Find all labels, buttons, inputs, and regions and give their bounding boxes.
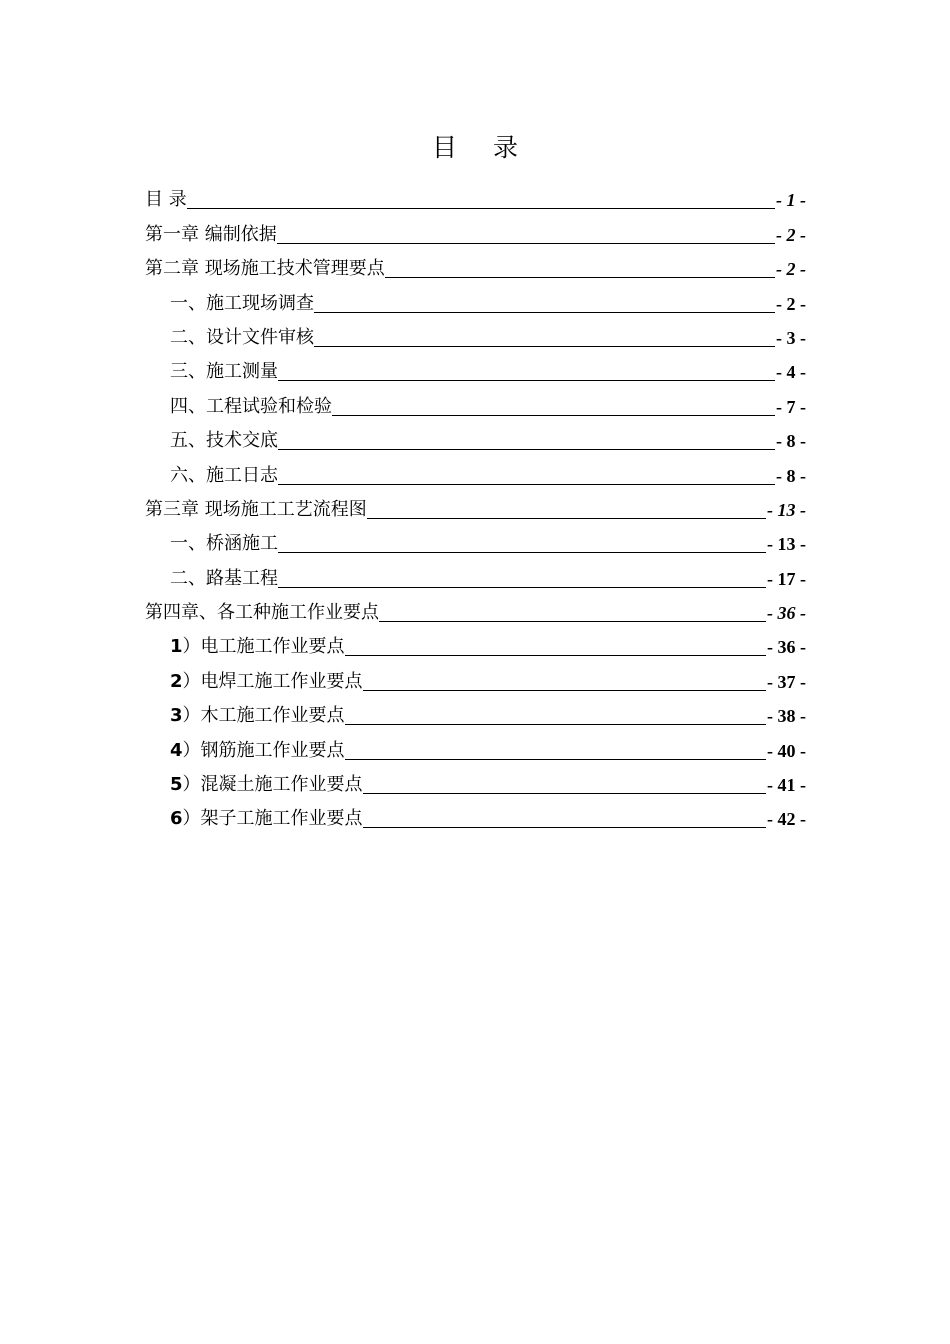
- toc-page-number: - 40 -: [767, 740, 806, 761]
- toc-entry[interactable]: [145, 661, 806, 695]
- toc-list: [145, 180, 806, 833]
- toc-entry-text: 目 录: [145, 189, 187, 211]
- toc-entry[interactable]: [145, 696, 806, 730]
- toc-leader-line: [379, 620, 766, 622]
- toc-page-number: - 13 -: [767, 499, 806, 520]
- toc-page-number: - 36 -: [767, 603, 806, 624]
- toc-entry-text: 一、桥涵施工: [170, 533, 278, 555]
- toc-entry-label: [170, 293, 314, 315]
- toc-entry[interactable]: [145, 249, 806, 283]
- toc-entry-label: [145, 258, 385, 280]
- toc-entry-label: [145, 189, 187, 211]
- toc-leader-line: [363, 792, 766, 794]
- toc-leader-line: [278, 551, 766, 553]
- toc-entry-text: 第三章 现场施工工艺流程图: [145, 498, 367, 520]
- toc-leader-line: [385, 276, 775, 278]
- toc-entry-label: [145, 602, 379, 624]
- toc-entry-number: 5: [170, 774, 183, 796]
- toc-leader-line: [345, 723, 766, 725]
- toc-entry[interactable]: [145, 283, 806, 317]
- toc-leader-line: [363, 826, 766, 828]
- toc-page-number: - 36 -: [767, 637, 806, 658]
- toc-leader-line: [314, 345, 775, 347]
- toc-page-number: - 2 -: [776, 259, 806, 280]
- toc-entry[interactable]: [145, 765, 806, 799]
- toc-entry[interactable]: [145, 386, 806, 420]
- toc-entry-label: [170, 808, 363, 830]
- toc-entry-text: 六、施工日志: [170, 464, 278, 486]
- toc-page-number: - 41 -: [767, 775, 806, 796]
- toc-entry-label: [170, 361, 278, 383]
- toc-page-number: - 38 -: [767, 706, 806, 727]
- toc-entry[interactable]: [145, 455, 806, 489]
- toc-entry-label: [170, 740, 345, 762]
- toc-leader-line: [345, 654, 766, 656]
- toc-leader-line: [278, 586, 766, 588]
- toc-entry-text: 五、技术交底: [170, 430, 278, 452]
- toc-leader-line: [278, 448, 775, 450]
- toc-entry-label: [145, 499, 367, 521]
- toc-leader-line: [332, 414, 775, 416]
- toc-entry[interactable]: [145, 180, 806, 214]
- toc-entry[interactable]: [145, 214, 806, 248]
- toc-entry-text: 第一章 编制依据: [145, 223, 277, 245]
- toc-entry-text: 第二章 现场施工技术管理要点: [145, 258, 385, 280]
- toc-page-number: - 3 -: [776, 327, 806, 348]
- toc-page-number: - 1 -: [776, 190, 806, 211]
- toc-page-number: - 7 -: [776, 396, 806, 417]
- toc-entry-label: [170, 465, 278, 487]
- toc-entry-text: 第四章、各工种施工作业要点: [145, 602, 379, 624]
- toc-leader-line: [314, 311, 775, 313]
- toc-entry-label: [170, 533, 278, 555]
- toc-entry-text: 三、施工测量: [170, 361, 278, 383]
- toc-entry[interactable]: [145, 593, 806, 627]
- toc-page-number: - 4 -: [776, 362, 806, 383]
- toc-page-number: - 8 -: [776, 465, 806, 486]
- toc-leader-line: [367, 517, 766, 519]
- toc-leader-line: [277, 242, 775, 244]
- toc-page-number: - 2 -: [776, 224, 806, 245]
- toc-entry-text: ）电工施工作业要点: [182, 636, 345, 658]
- toc-page-number: - 17 -: [767, 568, 806, 589]
- toc-entry-label: [170, 671, 363, 693]
- toc-entry[interactable]: [145, 799, 806, 833]
- toc-entry-number: 6: [170, 808, 183, 830]
- toc-entry[interactable]: [145, 490, 806, 524]
- toc-entry-text: 四、工程试验和检验: [170, 395, 332, 417]
- toc-entry-number: 4: [170, 739, 183, 761]
- toc-leader-line: [363, 689, 766, 691]
- toc-entry-text: ）木工施工作业要点: [182, 705, 345, 727]
- toc-entry-text: ）混凝土施工作业要点: [182, 774, 363, 796]
- toc-entry[interactable]: [145, 730, 806, 764]
- toc-entry[interactable]: [145, 318, 806, 352]
- toc-page-number: - 37 -: [767, 671, 806, 692]
- toc-entry[interactable]: [145, 558, 806, 592]
- toc-entry-label: [170, 568, 278, 590]
- toc-entry[interactable]: [145, 421, 806, 455]
- toc-entry-text: ）钢筋施工作业要点: [182, 739, 345, 761]
- toc-leader-line: [278, 483, 775, 485]
- toc-entry-text: ）电焊工施工作业要点: [182, 670, 363, 692]
- toc-leader-line: [345, 758, 766, 760]
- toc-entry-label: [170, 774, 363, 796]
- toc-leader-line: [187, 207, 775, 209]
- toc-leader-line: [278, 379, 775, 381]
- toc-entry[interactable]: [145, 524, 806, 558]
- toc-entry-number: 2: [170, 670, 183, 692]
- toc-entry-text: 二、设计文件审核: [170, 326, 314, 348]
- toc-entry-label: [170, 705, 345, 727]
- toc-page-number: - 2 -: [776, 293, 806, 314]
- toc-page-number: - 8 -: [776, 431, 806, 452]
- toc-entry-text: ）架子工施工作业要点: [182, 808, 363, 830]
- toc-entry[interactable]: [145, 352, 806, 386]
- toc-title: 目 录: [432, 133, 532, 162]
- toc-entry-number: 1: [170, 636, 183, 658]
- toc-entry-label: [145, 224, 277, 246]
- toc-page-number: - 13 -: [767, 534, 806, 555]
- toc-entry-label: [170, 636, 345, 658]
- toc-entry-text: 二、路基工程: [170, 567, 278, 589]
- toc-page-number: - 42 -: [767, 809, 806, 830]
- toc-entry-text: 一、施工现场调查: [170, 292, 314, 314]
- toc-entry[interactable]: [145, 627, 806, 661]
- toc-entry-label: [170, 430, 278, 452]
- toc-entry-label: [170, 396, 332, 418]
- toc-entry-label: [170, 327, 314, 349]
- toc-entry-number: 3: [170, 705, 183, 727]
